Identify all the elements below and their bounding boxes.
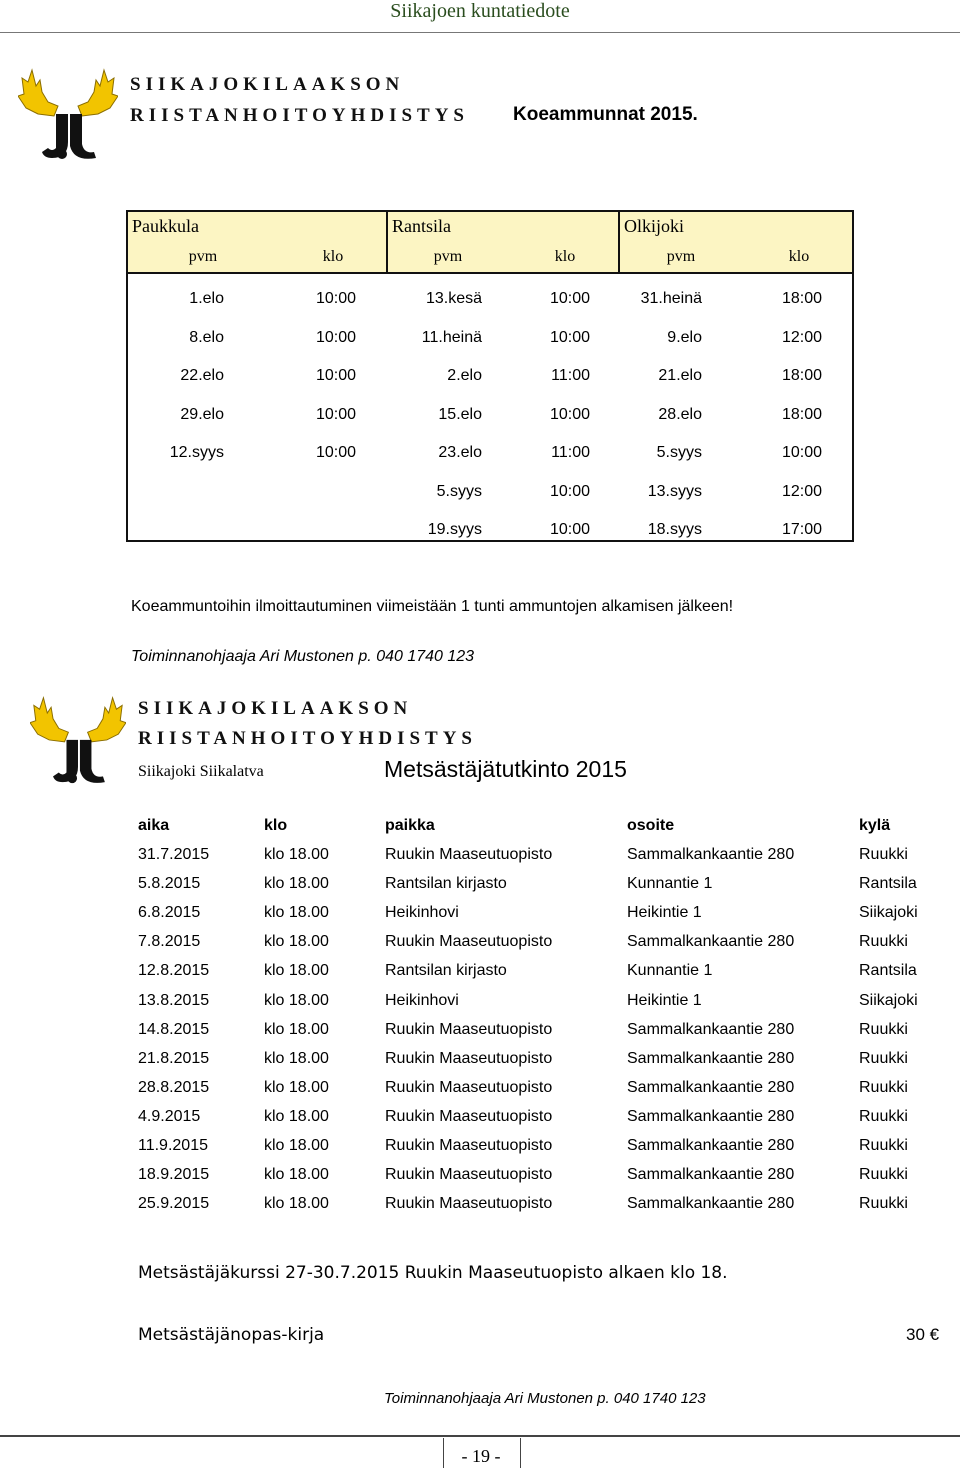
exam-cell: Ruukin Maaseutuopisto [385,1195,553,1213]
exam-cell: Heikinhovi [385,904,459,922]
schedule-cell: 18.syys [647,521,702,538]
schedule-cell: 10:00 [549,521,590,538]
schedule-cell: 13.kesä [425,290,482,307]
exam-cell: Ruukki [859,1049,908,1067]
exam-cell: klo 18.00 [264,1137,329,1154]
moose-logo-icon [30,690,126,786]
schedule-cell: 5.syys [436,482,482,500]
exam-cell: Ruukki [859,1195,908,1213]
exam-cell: Ruukin Maaseutuopisto [385,1166,553,1184]
exam-cell: 25.9.2015 [138,1195,210,1213]
running-head: Siikajoen kuntatiedote [390,0,570,22]
location-header: Paukkula [132,216,199,236]
schedule-cell: 29.elo [180,405,224,423]
exam-cell: Ruukin Maaseutuopisto [385,1137,553,1154]
exam-cell: 21.8.2015 [138,1049,210,1067]
exam-cell: Sammalkankaantie 280 [627,846,795,863]
section1-title: Koeammunnat 2015. [513,104,698,125]
schedule-cell: 18:00 [781,290,822,307]
exam-cell: Sammalkankaantie 280 [627,1107,795,1125]
column-label: klo [788,248,810,265]
org-name-line1: SIIKAJOKILAAKSON [138,698,413,719]
exam-column-header: osoite [627,817,675,834]
schedule-cell: 10:00 [315,290,356,307]
course-info: Metsästäjäkurssi 27-30.7.2015 Ruukin Maaseutuopisto alkaen klo 18. [138,1263,728,1283]
exam-cell: Rantsila [859,962,917,980]
column-label: pvm [188,248,218,265]
column-label: pvm [433,248,463,265]
exam-cell: klo 18.00 [264,1078,329,1096]
exam-cell: 4.9.2015 [138,1107,201,1125]
schedule-cell: 10:00 [315,405,356,423]
schedule-cell: 21.elo [658,367,702,384]
exam-cell: 12.8.2015 [138,962,210,980]
schedule-cell: 10:00 [549,405,590,423]
top-rule [0,32,960,33]
exam-cell: Kunnantie 1 [627,962,713,980]
schedule-cell: 10:00 [315,367,356,384]
schedule-cell: 11:00 [551,444,590,461]
exam-cell: Rantsila [859,875,917,893]
shooting-schedule-table [126,210,854,542]
exam-cell: 6.8.2015 [138,904,201,922]
exam-cell: Heikintie 1 [627,904,702,922]
exam-cell: klo 18.00 [264,962,329,980]
book-price: 30 € [906,1325,940,1344]
registration-note: Koeammuntoihin ilmoittautuminen viimeistään 1 tunti ammuntojen alkamisen jälkeen! [131,598,734,615]
exam-cell: klo 18.00 [264,846,329,863]
exam-cell: Ruukin Maaseutuopisto [385,1020,553,1038]
schedule-cell: 22.elo [180,367,224,384]
column-label: pvm [666,248,696,265]
schedule-cell: 13.syys [647,482,702,500]
schedule-cell: 23.elo [438,444,482,461]
org-name-line2: RIISTANHOITOYHDISTYS [130,105,469,126]
section2-title: Metsästäjätutkinto 2015 [384,756,627,782]
exam-cell: 7.8.2015 [138,933,201,951]
column-label: klo [322,248,344,265]
schedule-cell: 12.syys [169,444,224,461]
schedule-cell: 10:00 [781,444,822,461]
schedule-cell: 2.elo [447,367,482,384]
exam-cell: Ruukki [859,1166,908,1184]
location-header: Rantsila [392,216,451,236]
exam-cell: 13.8.2015 [138,991,210,1009]
exam-cell: Siikajoki [859,904,918,922]
contact-line: Toiminnanohjaaja Ari Mustonen p. 040 1740 123 [131,648,475,665]
exam-cell: klo 18.00 [264,904,329,922]
column-label: klo [554,248,576,265]
schedule-cell: 10:00 [315,328,356,346]
schedule-cell: 17:00 [781,521,822,538]
org-name-line2: RIISTANHOITOYHDISTYS [138,728,477,749]
exam-cell: Kunnantie 1 [627,875,713,893]
exam-cell: 5.8.2015 [138,875,201,893]
exam-cell: Ruukki [859,846,908,863]
exam-cell: Sammalkankaantie 280 [627,1020,795,1038]
schedule-cell: 18:00 [781,367,822,384]
schedule-cell: 9.elo [667,328,702,346]
schedule-cell: 15.elo [438,405,482,423]
schedule-cell: 19.syys [427,521,482,538]
org-name-line1: SIIKAJOKILAAKSON [130,74,405,95]
schedule-cell: 5.syys [656,444,702,461]
exam-cell: Ruukin Maaseutuopisto [385,846,553,863]
contact-line: Toiminnanohjaaja Ari Mustonen p. 040 1740 123 [384,1390,706,1407]
schedule-cell: 1.elo [189,290,224,307]
exam-cell: Sammalkankaantie 280 [627,1195,795,1213]
exam-cell: klo 18.00 [264,875,329,893]
schedule-cell: 12:00 [781,328,822,346]
exam-cell: Rantsilan kirjasto [385,875,507,893]
exam-cell: Sammalkankaantie 280 [627,1078,795,1096]
exam-cell: Ruukki [859,1137,908,1154]
exam-cell: klo 18.00 [264,1107,329,1125]
exam-cell: Ruukin Maaseutuopisto [385,1107,553,1125]
location-header: Olkijoki [624,216,685,236]
exam-cell: Ruukki [859,1107,908,1125]
page-number: - 19 - [461,1446,501,1466]
schedule-cell: 31.heinä [640,290,702,307]
exam-cell: klo 18.00 [264,933,329,951]
exam-cell: Heikinhovi [385,991,459,1009]
table-header-row [128,212,852,244]
exam-cell: Sammalkankaantie 280 [627,1137,795,1154]
exam-cell: Ruukin Maaseutuopisto [385,933,553,951]
exam-cell: klo 18.00 [264,1049,329,1067]
schedule-cell: 10:00 [315,444,356,461]
exam-cell: 18.9.2015 [138,1166,210,1184]
exam-cell: klo 18.00 [264,1195,329,1213]
book-label: Metsästäjänopas-kirja [138,1325,325,1345]
exam-column-header: kylä [859,817,891,834]
exam-cell: Heikintie 1 [627,991,702,1009]
exam-cell: Sammalkankaantie 280 [627,1049,795,1067]
exam-cell: Ruukki [859,1078,908,1096]
exam-cell: 11.9.2015 [138,1137,208,1154]
schedule-cell: 10:00 [549,290,590,307]
schedule-cell: 11:00 [551,367,590,384]
exam-cell: 28.8.2015 [138,1078,210,1096]
schedule-cell: 11.heinä [421,328,482,346]
schedule-cell: 8.elo [189,328,224,346]
schedule-cell: 10:00 [549,482,590,500]
moose-logo-icon [18,62,118,162]
exam-cell: klo 18.00 [264,991,329,1009]
exam-cell: Ruukin Maaseutuopisto [385,1049,553,1067]
exam-column-header: paikka [385,817,435,834]
schedule-cell: 12:00 [781,482,822,500]
exam-cell: Sammalkankaantie 280 [627,1166,795,1184]
schedule-cell: 28.elo [658,405,702,423]
org-subtitle: Siikajoki Siikalatva [138,763,264,780]
exam-cell: Ruukki [859,933,908,951]
schedule-cell: 18:00 [781,405,822,423]
exam-cell: Rantsilan kirjasto [385,962,507,980]
exam-cell: Siikajoki [859,991,918,1009]
schedule-cell: 10:00 [549,328,590,346]
exam-cell: Ruukin Maaseutuopisto [385,1078,553,1096]
exam-column-header: klo [264,817,288,834]
bottom-rule [0,1435,960,1437]
exam-cell: Ruukki [859,1020,908,1038]
exam-cell: Sammalkankaantie 280 [627,933,795,951]
exam-column-header: aika [138,817,170,834]
exam-cell: 31.7.2015 [138,846,210,863]
exam-cell: klo 18.00 [264,1020,329,1038]
exam-cell: klo 18.00 [264,1166,329,1184]
exam-cell: 14.8.2015 [138,1020,210,1038]
